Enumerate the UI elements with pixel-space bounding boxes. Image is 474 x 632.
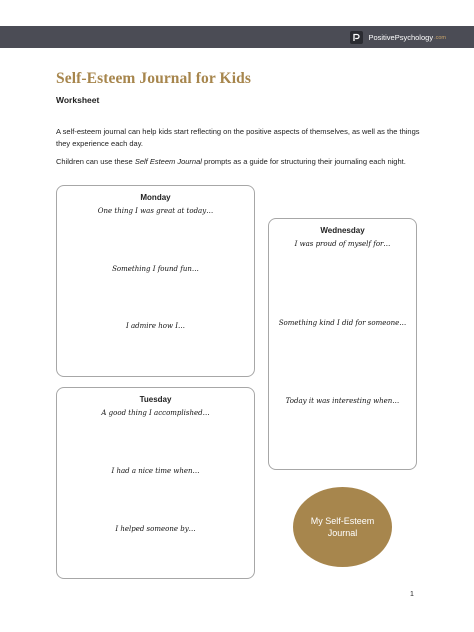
journal-prompt: A good thing I accomplished… <box>101 409 210 417</box>
brand[interactable] <box>350 29 446 45</box>
journal-badge-line2: Journal <box>327 528 358 538</box>
card-day-title: Tuesday <box>139 395 172 404</box>
instruction-paragraph <box>56 156 426 168</box>
header-bar <box>0 26 474 48</box>
journal-prompt: I was proud of myself for… <box>294 240 391 248</box>
card-day-title: Wednesday <box>320 226 365 235</box>
journal-card-monday <box>56 185 255 377</box>
journal-prompt: Something I found fun… <box>112 265 199 273</box>
journal-prompt: Today it was interesting when… <box>285 397 400 405</box>
document-title: Self-Esteem Journal for Kids <box>56 70 251 87</box>
card-day-title: Monday <box>140 193 171 202</box>
journal-prompt: I helped someone by… <box>115 525 196 533</box>
journal-prompt: One thing I was great at today… <box>97 207 214 215</box>
journal-prompt: I admire how I… <box>126 322 185 330</box>
instruction-text-end: prompts as a guide for structuring their journaling each night. <box>201 157 406 166</box>
journal-prompt: I had a nice time when… <box>111 467 200 475</box>
positive-psychology-logo-icon <box>350 31 363 44</box>
brand-name: PositivePsychology <box>368 32 434 42</box>
journal-card-tuesday <box>56 387 255 579</box>
page-number: 1 <box>410 591 414 598</box>
journal-badge-line1: My Self-Esteem <box>310 516 375 526</box>
brand-suffix: .com <box>434 35 446 41</box>
instruction-text-start: Children can use these <box>56 157 135 166</box>
journal-badge-label <box>303 515 383 539</box>
instruction-emphasis: Self Esteem Journal <box>134 157 202 166</box>
journal-prompt: Something kind I did for someone… <box>278 319 407 327</box>
intro-paragraph: A self-esteem journal can help kids start reflecting on the positive aspects of themselves, as well as the things they experience each day. <box>56 127 420 148</box>
document-subtitle: Worksheet <box>56 95 100 105</box>
journal-card-wednesday <box>268 218 417 470</box>
journal-badge <box>293 487 392 567</box>
